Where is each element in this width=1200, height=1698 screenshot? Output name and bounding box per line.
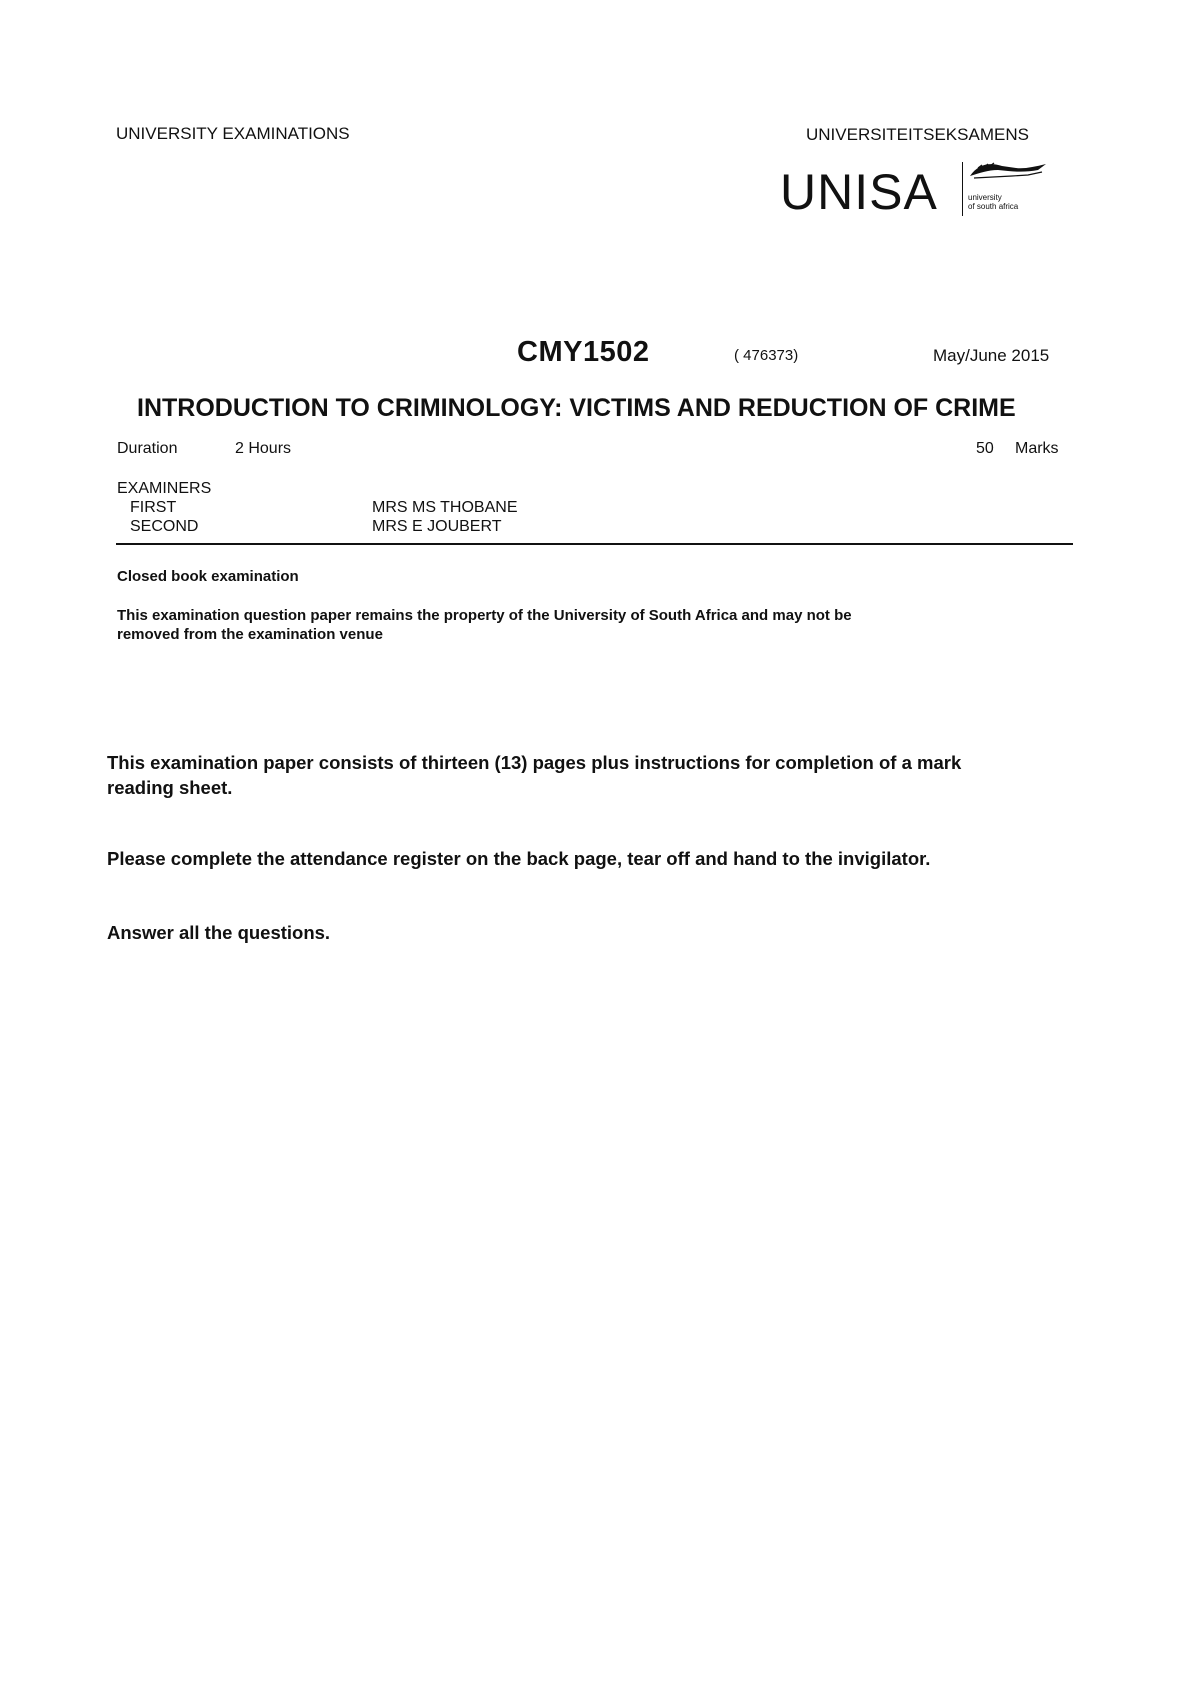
examiner-first-name: MRS MS THOBANE bbox=[372, 499, 518, 516]
pages-instruction-line2: reading sheet. bbox=[107, 777, 233, 798]
logo-subtitle-line2: of south africa bbox=[968, 202, 1019, 211]
examiner-second-label: SECOND bbox=[130, 518, 199, 535]
exam-title: INTRODUCTION TO CRIMINOLOGY: VICTIMS AND REDUCTION OF CRIME bbox=[137, 394, 1016, 422]
header-right: UNIVERSITEITSEKSAMENS bbox=[806, 125, 1029, 144]
logo-subtitle-line1: university bbox=[968, 193, 1002, 202]
unisa-logo-icon bbox=[968, 158, 1048, 186]
header-left: UNIVERSITY EXAMINATIONS bbox=[116, 124, 350, 143]
divider-rule bbox=[116, 543, 1073, 545]
paper-reference: ( 476373) bbox=[734, 347, 799, 364]
property-note-line2: removed from the examination venue bbox=[117, 626, 383, 643]
pages-instruction-line1: This examination paper consists of thirteen (13) pages plus instructions for completion of a mark bbox=[107, 752, 962, 773]
property-note-line1: This examination question paper remains the property of the University of South Africa and may not be bbox=[117, 607, 852, 624]
logo-subtitle bbox=[968, 193, 1048, 211]
answer-all-instruction: Answer all the questions. bbox=[107, 922, 331, 943]
marks-label: Marks bbox=[1015, 440, 1059, 457]
course-code: CMY1502 bbox=[517, 336, 650, 368]
logo-wordmark: UNISA bbox=[780, 164, 938, 220]
logo-divider bbox=[962, 162, 963, 216]
marks-value: 50 bbox=[976, 440, 994, 457]
attendance-instruction: Please complete the attendance register on the back page, tear off and hand to the invigilator. bbox=[107, 848, 931, 869]
examiner-first-label: FIRST bbox=[130, 499, 177, 516]
examiner-second-name: MRS E JOUBERT bbox=[372, 518, 502, 535]
closed-book-note: Closed book examination bbox=[117, 568, 299, 585]
duration-label: Duration bbox=[117, 440, 178, 457]
exam-session: May/June 2015 bbox=[933, 346, 1050, 365]
duration-value: 2 Hours bbox=[235, 440, 292, 457]
examiners-heading: EXAMINERS bbox=[117, 480, 212, 497]
